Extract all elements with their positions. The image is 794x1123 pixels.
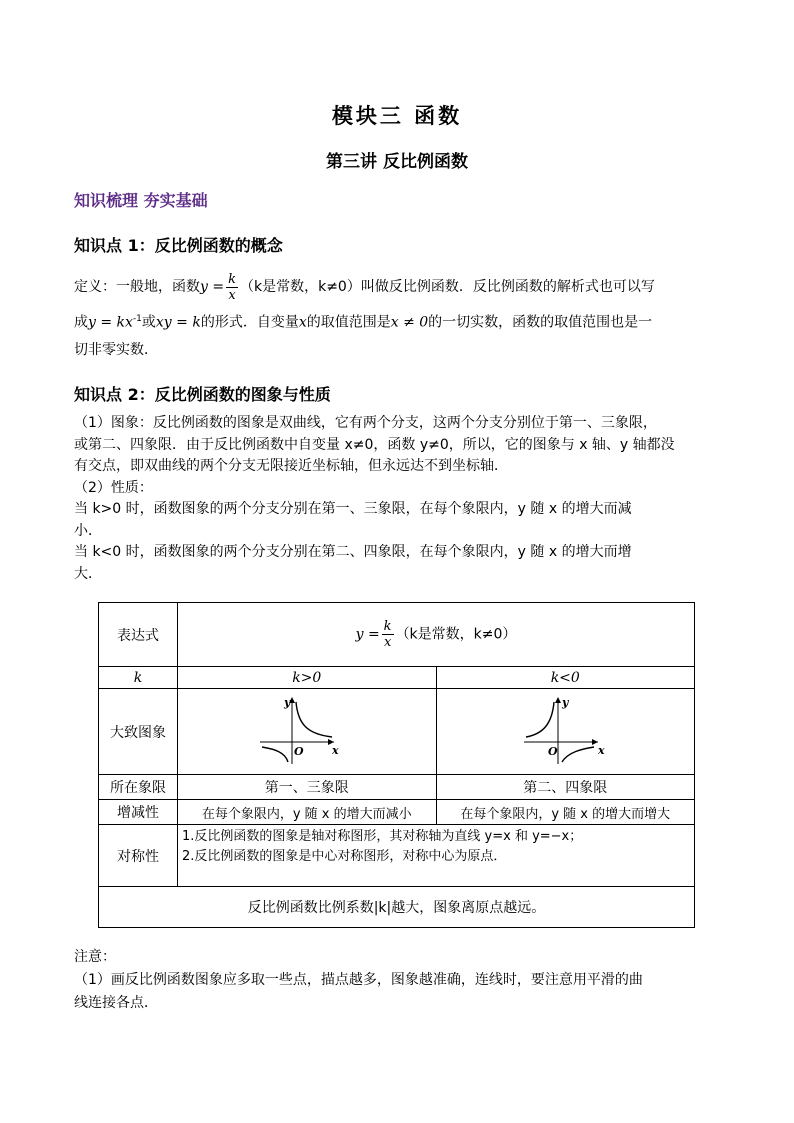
branch-quadrant-3 (262, 747, 288, 762)
k-positive: k>0 (178, 667, 437, 689)
kp1-line-2: 成$y = kx^{-1}$或xy = k的形式．自变量x的取值范围是x ≠ 0的一切实数，函数的取值范围也是一 (74, 314, 653, 331)
kp2-line-4: （2）性质： (74, 479, 153, 496)
x-label: x (598, 743, 605, 757)
table-row-k (99, 667, 695, 689)
kp1-definition (74, 270, 724, 362)
note-label: 注意： (74, 949, 116, 965)
quadrant-k-negative: 第二、四象限 (436, 775, 695, 800)
branch-quadrant-4 (562, 747, 594, 762)
note-line-1: （1）画反比例函数图象应多取一些点，描点越多，图象越准确，连线时，要注意用平滑的曲 (74, 972, 643, 988)
quadrant-k-positive: 第一、三象限 (178, 775, 437, 800)
kp2-body (74, 413, 724, 585)
table-label: k (99, 667, 178, 689)
y-label: y (562, 695, 569, 709)
origin-label: O (293, 744, 304, 758)
kp2-line-6: 小． (74, 522, 102, 539)
kp1-line-3: 切非零实数． (74, 341, 158, 358)
expression-cell: y = $\frac{k}{x}$ （k是常数，k≠0） (178, 603, 695, 667)
lesson-title: 第三讲 反比例函数 (326, 152, 468, 172)
kp2-line-5: 当 k>0 时，函数图象的两个分支分别在第一、三象限，在每个象限内，y 随 x 的增大而减 (74, 501, 632, 517)
summary-cell: 反比例函数比例系数|k|越大，图象离原点越远。 (99, 887, 695, 928)
monotonicity-k-positive: 在每个象限内，y 随 x 的增大而减小 (178, 800, 437, 825)
symmetry-line-1: 1.反比例函数的图象是轴对称图形，其对称轴为直线 y=x 和 y=−x； (182, 829, 583, 844)
table-row-graph (99, 689, 695, 775)
y-arrow (555, 697, 561, 703)
table-row-quadrant (99, 775, 695, 800)
page-title: 模块三 函数 (331, 104, 463, 128)
kp2-line-1: （1）图象：反比例函数的图象是双曲线，它有两个分支，这两个分支分别位于第一、三象限， (74, 415, 657, 431)
table-row-monotonicity (99, 800, 695, 825)
kp2-line-7: 当 k<0 时，函数图象的两个分支分别在第二、四象限，在每个象限内，y 随 x 的增大而增 (74, 544, 632, 560)
table-label: 大致图象 (99, 689, 178, 775)
section-heading: 知识梳理 夯实基础 (74, 191, 208, 210)
kp2-line-3: 有交点，即双曲线的两个分支无限接近坐标轴，但永远达不到坐标轴． (74, 458, 508, 474)
origin-label: O (548, 744, 558, 758)
table-label: 对称性 (99, 825, 178, 887)
table-label: 表达式 (99, 603, 178, 667)
branch-quadrant-1 (296, 702, 332, 737)
kp2-heading: 知识点 2：反比例函数的图象与性质 (74, 385, 331, 404)
symmetry-line-2: 2.反比例函数的图象是中心对称图形，对称中心为原点． (182, 849, 507, 864)
hyperbola-quadrant-2-4 (510, 694, 620, 766)
property-table (98, 602, 695, 928)
table-label: 所在象限 (99, 775, 178, 800)
note-line-2: 线连接各点． (74, 995, 158, 1011)
hyperbola-quadrant-1-3 (252, 694, 362, 766)
symmetry-cell (178, 825, 695, 887)
branch-quadrant-2 (526, 702, 554, 737)
table-label: 增减性 (99, 800, 178, 825)
table-row-expression (99, 603, 695, 667)
table-row-summary (99, 887, 695, 928)
fraction-k-over-x: $\frac{k}{x}$ (383, 619, 392, 650)
kp1-heading: 知识点 1：反比例函数的概念 (74, 236, 283, 255)
kp2-line-2: 或第二、四象限．由于反比例函数中自变量 x≠0，函数 y≠0，所以，它的图象与 x 轴、y 轴都没 (74, 436, 675, 453)
note-block (74, 946, 724, 1015)
fraction-k-over-x: $\frac{k}{x}$ (228, 271, 236, 303)
monotonicity-k-negative: 在每个象限内，y 随 x 的增大而增大 (436, 800, 695, 825)
k-negative: k<0 (436, 667, 695, 689)
kp1-line-1: 定义：一般地，函数y = $\frac{k}{x}$ （k是常数，k≠0）叫做反比例函数．反比例函数的解析式也可以写 (74, 271, 655, 303)
kp2-line-8: 大． (74, 565, 102, 582)
graph-k-negative (436, 689, 695, 775)
table-row-symmetry (99, 825, 695, 887)
y-label: y (283, 695, 291, 709)
x-label: x (331, 743, 339, 757)
graph-k-positive (178, 689, 437, 775)
